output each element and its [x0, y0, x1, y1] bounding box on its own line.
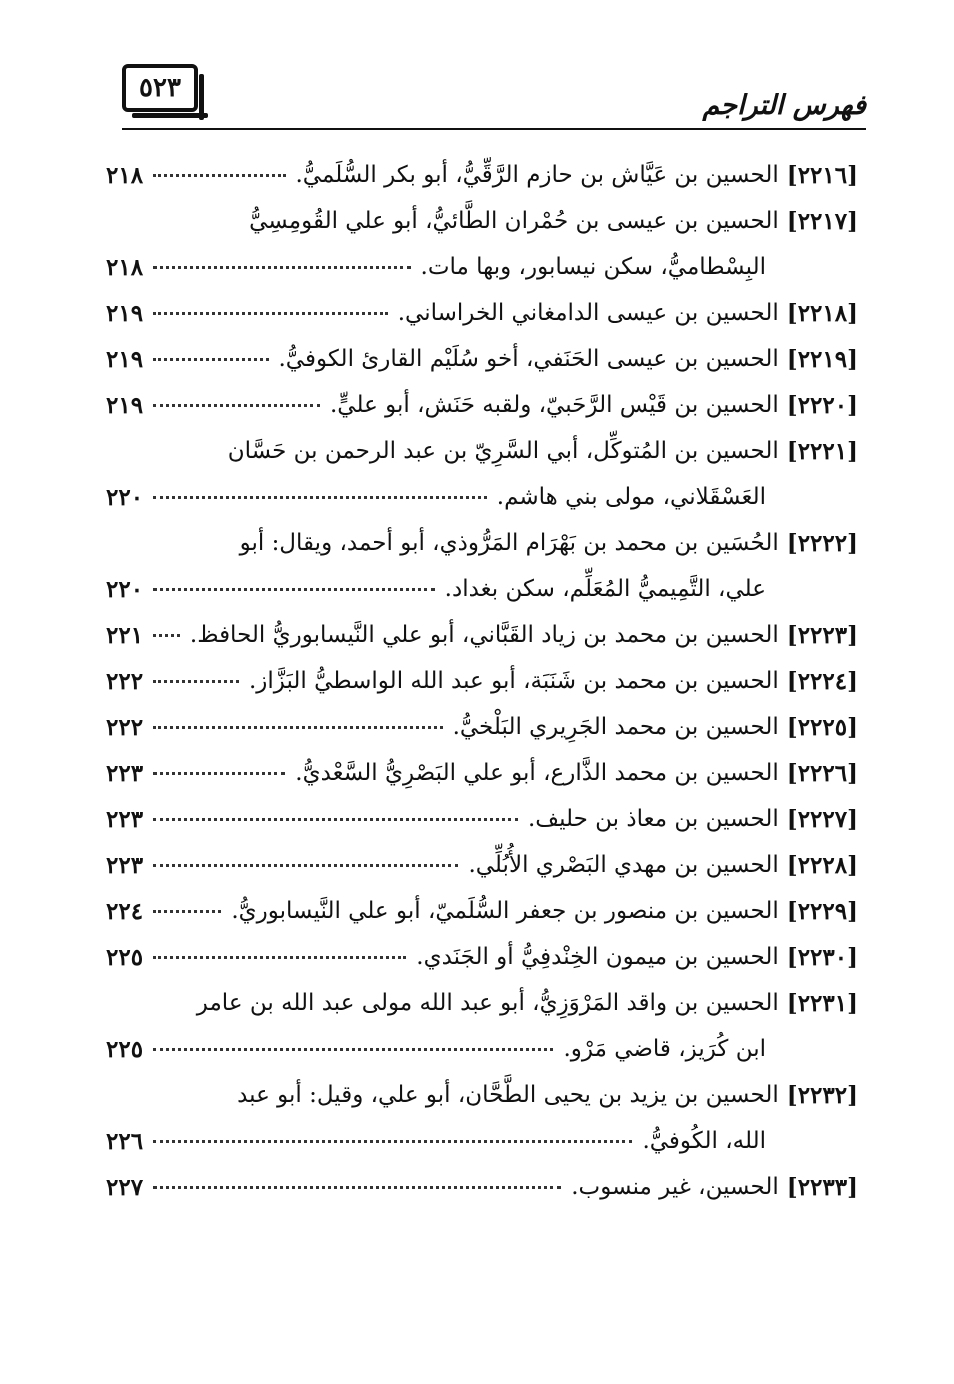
entry-text: الحسين بن قَيْس الرَّحَبيّ، ولقبه حَنَش، أبو عليٍّ.: [329, 392, 779, 418]
entry-text: علي، التَّمِيميُّ المُعَلِّم، سكن بغداد.: [444, 576, 766, 602]
entry-text: البِسْطاميُّ، سكن نيسابور، وبها مات.: [420, 254, 766, 280]
entry-number: [٢٢٢٧]: [786, 805, 858, 833]
dot-leader: [153, 266, 410, 269]
page-reference: ٢٢٠: [106, 575, 144, 603]
page-reference: ٢٢٢: [106, 713, 144, 741]
entry-text: الحسين بن عَيَّاش بن حازم الرَّقِّيُّ، أبو بكر السُّلَميُّ.: [295, 162, 779, 188]
entry-number: [٢٢٢٤]: [786, 667, 858, 695]
entry-text: الحسين بن يزيد بن يحيى الطَّحَّان، أبو علي، وقيل: أبو عبد: [237, 1082, 779, 1108]
entry-text: الحسين بن مهدي البَصْري الأُبُلِّي.: [468, 852, 779, 878]
entry-number: [٢٢١٩]: [786, 345, 858, 373]
index-entry-line: [106, 428, 858, 474]
dot-leader: [153, 404, 320, 407]
entry-text: الحُسَين بن محمد بن بَهْرَام المَرُّوذي، أبو أحمد، ويقال: أبو: [239, 530, 779, 556]
entry-text: الحسين بن واقد المَرْوَزِيُّ، أبو عبد الله مولى عبد الله بن عامر: [196, 990, 779, 1016]
entry-text: الحسين بن عيسى بن حُمْران الطَّائيُّ، أبو علي القُومِسِيُّ: [249, 208, 779, 234]
dot-leader: [153, 174, 285, 177]
index-entry-line: [106, 244, 858, 290]
index-entry-line: [106, 1026, 858, 1072]
page-reference: ٢١٨: [106, 253, 144, 281]
entry-text: الحسين بن عيسى الحَنَفي، أخو سُلَيْم القارئ الكوفيُّ.: [278, 346, 779, 372]
dot-leader: [153, 818, 518, 821]
page-reference: ٢٢٣: [106, 805, 144, 833]
dot-leader: [153, 312, 388, 315]
entry-text: الحسين، غير منسوب.: [571, 1174, 779, 1200]
page-reference: ٢٢٦: [106, 1127, 144, 1155]
page-reference: ٢٢١: [106, 621, 144, 649]
entry-text: ابن كُرَيز، قاضي مَرْو.: [563, 1036, 766, 1062]
index-entry-line: [106, 1072, 858, 1118]
index-entry-line: [106, 704, 858, 750]
index-entry-line: [106, 934, 858, 980]
dot-leader: [153, 496, 487, 499]
page-reference: ٢٢٥: [106, 943, 144, 971]
entry-number: [٢٢٢٩]: [786, 897, 858, 925]
page-reference: ٢٢٣: [106, 759, 144, 787]
entry-number: [٢٢١٦]: [786, 161, 858, 189]
entry-number: [٢٢٢١]: [786, 437, 858, 465]
entry-number: [٢٢٢٨]: [786, 851, 858, 879]
dot-leader: [153, 910, 221, 913]
entry-text: الحسين بن محمد الذَّارع، أبو علي البَصْرِيُّ السَّعْديُّ.: [295, 760, 779, 786]
page-reference: ٢١٩: [106, 391, 144, 419]
index-entry-line: [106, 1118, 858, 1164]
index-entry-line: [106, 152, 858, 198]
index-entry-line: [106, 290, 858, 336]
entry-number: [٢٢١٧]: [786, 207, 858, 235]
page-reference: ٢٢٣: [106, 851, 144, 879]
page-reference: ٢١٩: [106, 345, 144, 373]
index-entry-line: [106, 1164, 858, 1210]
entry-number: [٢٢٣٣]: [786, 1173, 858, 1201]
index-entry-line: [106, 980, 858, 1026]
page-number: ٥٢٣: [139, 73, 181, 103]
dot-leader: [153, 772, 285, 775]
dot-leader: [153, 634, 180, 637]
entry-text: الحسين بن منصور بن جعفر السُّلَميّ، أبو علي النَّيسابوريُّ.: [231, 898, 779, 924]
running-title: فهرس التراجم: [702, 90, 866, 121]
dot-leader: [153, 1186, 561, 1189]
dot-leader: [153, 680, 239, 683]
dot-leader: [153, 956, 406, 959]
index-entry-line: [106, 336, 858, 382]
dot-leader: [153, 1048, 553, 1051]
entry-number: [٢٢٣١]: [786, 989, 858, 1017]
entry-number: [٢٢٣٠]: [786, 943, 858, 971]
entry-text: الحسين بن معاذ بن حليف.: [527, 806, 779, 832]
entry-number: [٢٢٢٢]: [786, 529, 858, 557]
entry-number: [٢٢٢٥]: [786, 713, 858, 741]
entry-number: [٢٢١٨]: [786, 299, 858, 327]
entry-number: [٢٢٢٣]: [786, 621, 858, 649]
index-entry-line: [106, 888, 858, 934]
index-list: [106, 152, 858, 1210]
entry-number: [٢٢٢٠]: [786, 391, 858, 419]
index-entry-line: [106, 842, 858, 888]
entry-text: العَسْقَلاني، مولى بني هاشم.: [496, 484, 766, 510]
entry-text: الحسين بن ميمون الخِنْدفِيُّ أو الجَنَدي.: [416, 944, 779, 970]
entry-text: الله، الكُوفيُّ.: [642, 1128, 766, 1154]
page-reference: ٢٢٢: [106, 667, 144, 695]
page-reference: ٢٢٥: [106, 1035, 144, 1063]
page-reference: ٢١٩: [106, 299, 144, 327]
entry-text: الحسين بن محمد بن شَنَبَة، أبو عبد الله الواسطيُّ البَزَّاز.: [248, 668, 779, 694]
index-entry-line: [106, 750, 858, 796]
index-entry-line: [106, 382, 858, 428]
page-reference: ٢٢٤: [106, 897, 144, 925]
index-entry-line: [106, 520, 858, 566]
entry-text: الحسين بن محمد بن زياد القَبَّاني، أبو علي النَّيسابوريُّ الحافظ.: [189, 622, 779, 648]
page-number-box: [122, 64, 198, 112]
dot-leader: [153, 726, 443, 729]
dot-leader: [153, 358, 268, 361]
index-entry-line: [106, 566, 858, 612]
index-entry-line: [106, 474, 858, 520]
entry-number: [٢٢٣٢]: [786, 1081, 858, 1109]
dot-leader: [153, 1140, 632, 1143]
page-reference: ٢٢٠: [106, 483, 144, 511]
index-entry-line: [106, 796, 858, 842]
entry-text: الحسين بن المُتوكِّل، أبي السَّرِيّ بن عبد الرحمن بن حَسَّان: [227, 438, 779, 464]
index-entry-line: [106, 612, 858, 658]
index-entry-line: [106, 198, 858, 244]
header-rule: [122, 128, 866, 130]
index-entry-line: [106, 658, 858, 704]
page-reference: ٢١٨: [106, 161, 144, 189]
entry-text: الحسين بن محمد الجَرِيري البَلْخيُّ.: [452, 714, 779, 740]
page-reference: ٢٢٧: [106, 1173, 144, 1201]
entry-number: [٢٢٢٦]: [786, 759, 858, 787]
dot-leader: [153, 588, 435, 591]
entry-text: الحسين بن عيسى الدامغاني الخراساني.: [397, 300, 779, 326]
dot-leader: [153, 864, 458, 867]
